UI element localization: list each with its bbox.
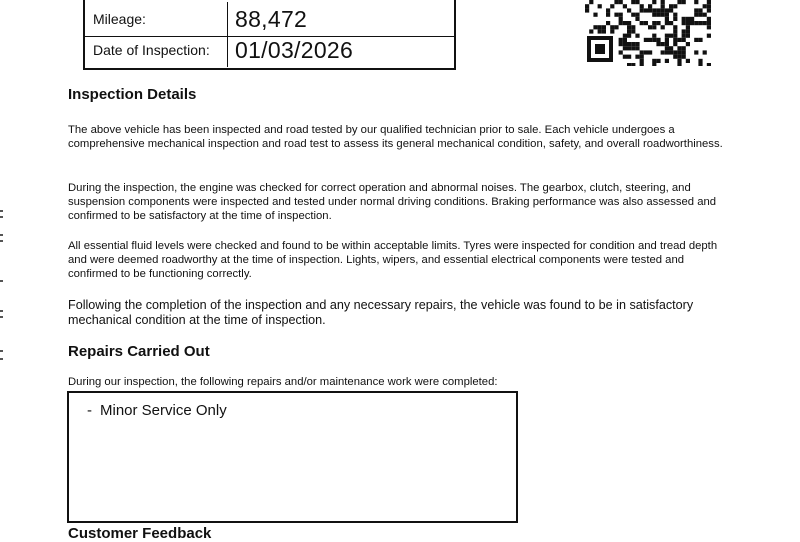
inspection-details-heading: Inspection Details xyxy=(68,86,197,103)
inspection-paragraph-2: During the inspection, the engine was checked for correct operation and abnormal noises. The gearbox, clutch, steering, and suspension components were inspected and tested under normal driving conditions. Braking performance was also assessed and confirmed to be satisfactory at the time of inspection. xyxy=(68,182,717,222)
inspection-date-row xyxy=(85,33,454,67)
scan-edge-marks xyxy=(0,210,4,370)
vehicle-details-table xyxy=(83,0,456,70)
repair-item-text: Minor Service Only xyxy=(100,402,227,419)
inspection-conclusion: Following the completion of the inspection and any necessary repairs, the vehicle was found to be in satisfactory mechanical condition at the time of inspection. xyxy=(68,298,694,327)
mileage-row xyxy=(85,2,454,37)
repair-item xyxy=(87,402,227,419)
repairs-intro: During our inspection, the following repairs and/or maintenance work were completed: xyxy=(68,376,498,388)
repairs-heading: Repairs Carried Out xyxy=(68,343,210,360)
mileage-value: 88,472 xyxy=(227,2,454,36)
customer-feedback-heading: Customer Feedback xyxy=(68,525,212,542)
inspection-paragraph-1: The above vehicle has been inspected and road tested by our qualified technician prior to sale. Each vehicle undergoes a comprehensive mechanical inspection and road test to assess its general mechanical condition, safety, and overall roadworthiness. xyxy=(68,124,723,150)
list-dash-icon: - xyxy=(87,402,92,419)
repairs-box xyxy=(67,391,518,523)
qr-code-icon xyxy=(585,0,715,66)
inspection-date-value: 01/03/2026 xyxy=(227,33,454,67)
mileage-label: Mileage: xyxy=(93,11,146,27)
inspection-date-label: Date of Inspection: xyxy=(93,42,210,58)
inspection-paragraph-3: All essential fluid levels were checked and found to be within acceptable limits. Tyres were inspected for condition and tread depth and were deemed roadworthy at the time of inspection. Lights, wipers, and essential electrical components were tested and confirmed to be functioning correctly. xyxy=(68,240,718,280)
